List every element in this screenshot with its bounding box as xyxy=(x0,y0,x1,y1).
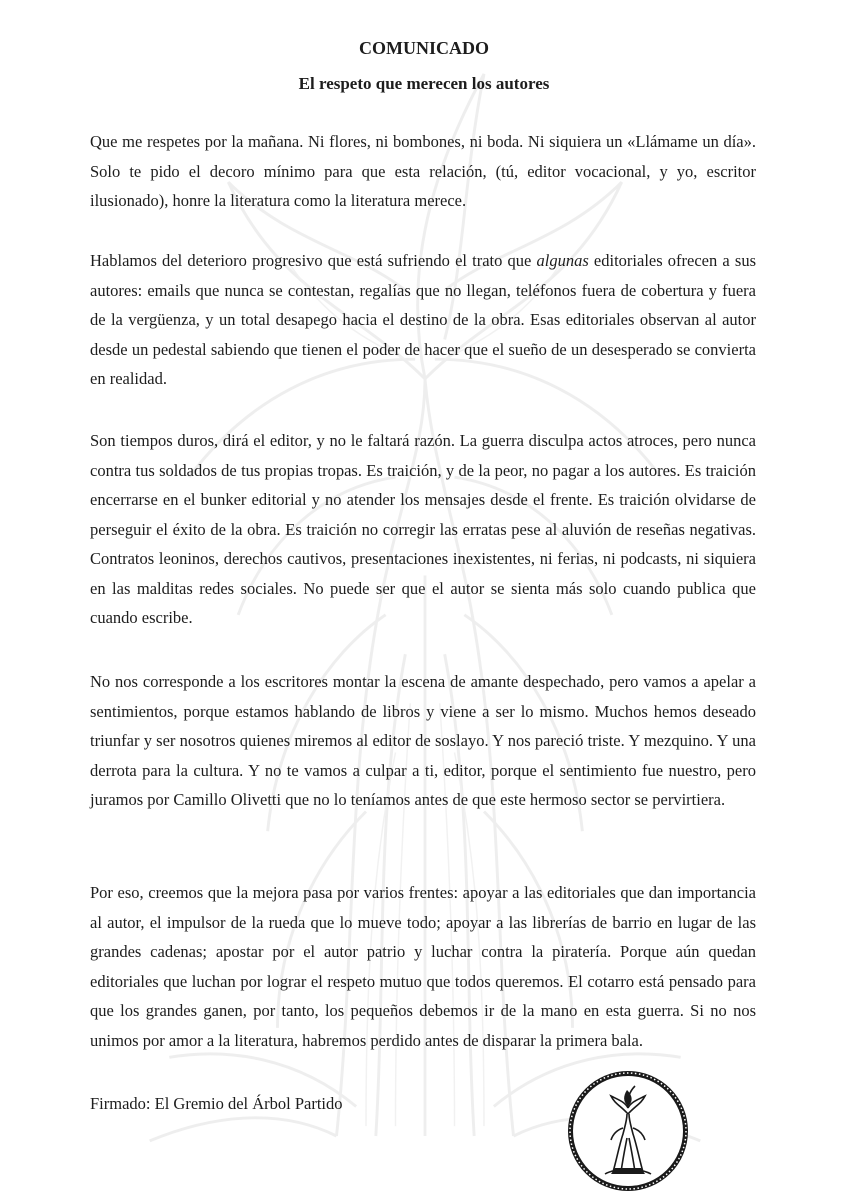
paragraph-5: Por eso, creemos que la mejora pasa por varios frentes: apoyar a las editoriales que dan importancia al autor, el impulsor de la rueda que lo mueve todo; apoyar a las librerías de barrio en lugar de las grandes cadenas; apostar por el autor patrio y luchar contra la piratería. Porque aún quedan editoriales que luchan por lograr el respeto mutuo que todos queremos. El cotarro está pensado para que los grandes ganen, por tanto, los pequeños debemos ir de la mano en esta guerra. Si no nos unimos por amor a la literatura, habremos perdido antes de disparar la primera bala. xyxy=(90,883,756,1050)
paragraph-2-after: editoriales ofrecen a sus autores: emails que nunca se contestan, regalías que no llegan, teléfonos fuera de cobertura y fuera de la vergüenza, y un total desapego hacia el destino de la obra. Esas editoriales observan al autor desde un pedestal sabiendo que tienen el poder de hacer que el sueño de un desesperado se convierta en realidad. xyxy=(90,251,756,388)
paragraph-4: No nos corresponde a los escritores montar la escena de amante despechado, pero vamos a apelar a sentimientos, porque estamos hablando de libros y viene a ser lo mismo. Muchos hemos deseado triunfar y ser nosotros quienes miremos al editor de soslayo. Y nos pareció triste. Y mezquino. Y una derrota para la cultura. Y no te vamos a culpar a ti, editor, porque el sentimiento fue nuestro, pero juramos por Camillo Olivetti que no lo teníamos antes de que este hermoso sector se pervirtiera. xyxy=(90,672,756,809)
paragraph-1: Que me respetes por la mañana. Ni flores, ni bombones, ni boda. Ni siquiera un «Llámame un día». Solo te pido el decoro mínimo para que esta relación, (tú, editor vocacional, y yo, escritor ilusionado), honre la literatura como la literatura merece. xyxy=(90,132,756,210)
paragraph-2-before: Hablamos del deterioro progresivo que está sufriendo el trato que xyxy=(90,251,537,270)
signature: Firmado: El Gremio del Árbol Partido xyxy=(90,1094,343,1113)
paragraph-3: Son tiempos duros, dirá el editor, y no le faltará razón. La guerra disculpa actos atroces, pero nunca contra tus soldados de tus propias tropas. Es traición, y de la peor, no pagar a los autores. Es traición encerrarse en el bunker editorial y no atender los mensajes desde el frente. Es traición olvidarse de perseguir el éxito de la obra. Es traición no corregir las erratas pese al aluvión de reseñas negativas. Contratos leoninos, derechos cautivos, presentaciones inexistentes, ni ferias, ni podcasts, ni siquiera en las malditas redes sociales. No puede ser que el autor se sienta más solo cuando publica que cuando escribe. xyxy=(90,431,756,627)
document-subtitle: El respeto que merecen los autores xyxy=(298,74,550,93)
document-title: COMUNICADO xyxy=(359,38,489,58)
paragraph-2-emphasis: algunas xyxy=(536,251,589,270)
paragraph-2 xyxy=(90,246,756,394)
gremio-seal-icon xyxy=(565,1068,691,1194)
